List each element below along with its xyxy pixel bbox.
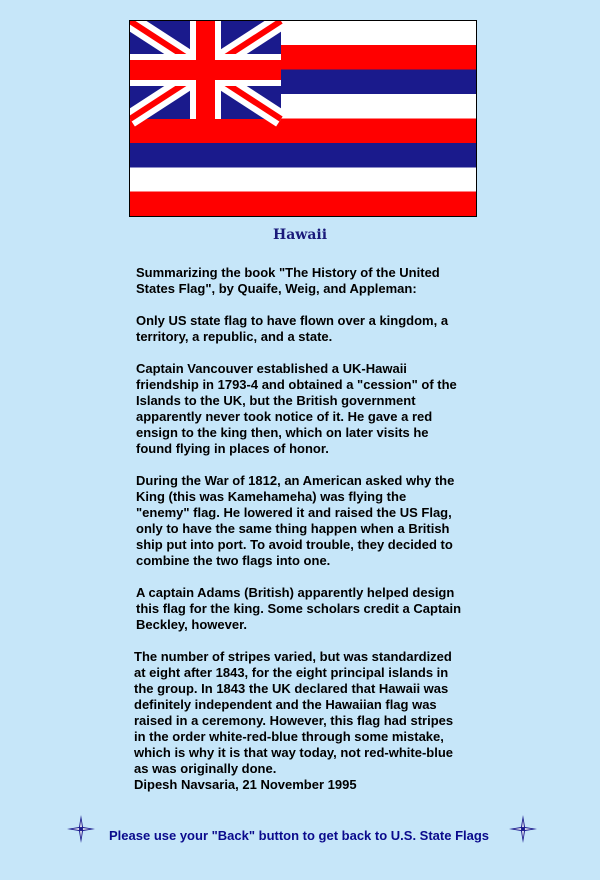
- paragraph-only-state: Only US state flag to have flown over a kingdom, a territory, a republic, and a state.: [136, 313, 449, 344]
- compass-star-icon: [509, 815, 537, 848]
- union-jack-canton: [130, 21, 281, 119]
- compass-star-icon: [67, 815, 95, 848]
- flag-caption: Hawaii: [272, 227, 328, 243]
- hawaii-flag: [130, 21, 476, 216]
- hawaii-flag-image: [129, 20, 477, 217]
- paragraph-vancouver: Captain Vancouver established a UK-Hawaii friendship in 1793-4 and obtained a "cession" of the Islands to the UK, but the British government apparently never took notice of it. He gave a red ensign to the king then, which on later visits he found flying in places of honor.: [136, 361, 457, 456]
- back-link[interactable]: Please use your "Back" button to get back to U.S. State Flags: [109, 828, 490, 843]
- author-signature: Dipesh Navsaria, 21 November 1995: [134, 777, 357, 792]
- footer: [67, 815, 537, 845]
- paragraph-adams: A captain Adams (British) apparently helped design this flag for the king. Some scholars credit a Captain Beckley, however.: [136, 585, 462, 632]
- paragraph-summary: Summarizing the book "The History of the United States Flag", by Quaife, Weig, and Appleman:: [136, 265, 440, 296]
- paragraph-war-1812: During the War of 1812, an American asked why the King (this was Kamehameha) was flying the "enemy" flag. He lowered it and raised the US Flag, only to have the same thing happen when a British ship put into port. To avoid trouble, they decided to combine the two flags into one.: [136, 473, 455, 568]
- paragraph-stripes: The number of stripes varied, but was standardized at eight after 1843, for the eight principal islands in the group. In 1843 the UK declared that Hawaii was definitely independent and the Hawaiian flag was raised in a ceremony. However, this flag had stripes in the order white-red-blue through some mistake, which is why it is that way today, not red-white-blue as was originally done.: [134, 649, 454, 776]
- article-text: [136, 265, 481, 793]
